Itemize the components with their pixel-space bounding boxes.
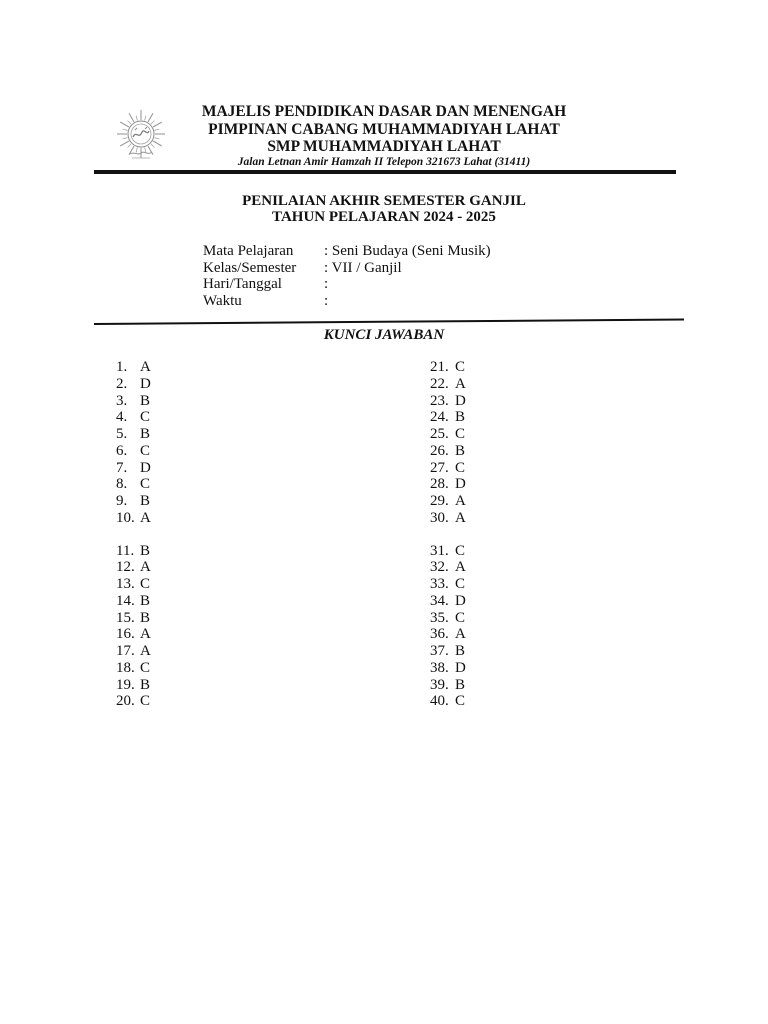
answer-row xyxy=(430,409,466,426)
answer-letter: B xyxy=(140,426,151,442)
answer-row xyxy=(116,559,151,576)
header-divider xyxy=(94,170,676,174)
group-spacer xyxy=(116,527,151,543)
answer-letter: B xyxy=(455,676,466,693)
answer-letter: A xyxy=(140,643,151,659)
info-value: : Seni Budaya (Seni Musik) xyxy=(324,243,491,259)
question-number: 5. xyxy=(116,426,128,442)
question-number: 4. xyxy=(116,409,128,426)
answer-letter: A xyxy=(455,375,466,392)
answer-column-left xyxy=(116,359,151,710)
question-number: 27. xyxy=(430,459,449,476)
question-number: 20. xyxy=(116,693,135,710)
answer-row xyxy=(116,460,151,477)
answer-row xyxy=(430,443,466,460)
answer-row xyxy=(430,376,466,393)
question-number: 19. xyxy=(116,676,135,693)
question-number: 16. xyxy=(116,626,135,643)
header-line-1: MAJELIS PENDIDIKAN DASAR DAN MENENGAH xyxy=(201,103,567,120)
answer-row xyxy=(116,643,151,660)
info-label: Mata Pelajaran xyxy=(203,243,294,259)
answer-letter: B xyxy=(455,442,466,459)
answer-letter: C xyxy=(455,426,466,442)
answer-row xyxy=(430,460,466,477)
question-number: 31. xyxy=(430,542,449,559)
question-number: 37. xyxy=(430,643,449,659)
group-spacer xyxy=(430,527,466,543)
answer-letter: C xyxy=(140,659,151,676)
answer-row xyxy=(430,693,466,710)
answer-letter: B xyxy=(455,409,466,426)
info-label: Waktu xyxy=(203,293,242,310)
question-number: 32. xyxy=(430,559,449,576)
answer-letter: B xyxy=(140,592,151,609)
answer-letter: D xyxy=(455,592,466,609)
answer-row xyxy=(430,543,466,560)
answer-row xyxy=(116,409,151,426)
question-number: 23. xyxy=(430,392,449,409)
answer-row xyxy=(116,693,151,710)
question-number: 18. xyxy=(116,659,135,676)
question-number: 17. xyxy=(116,643,135,659)
answer-row xyxy=(116,493,151,510)
answer-letter: D xyxy=(455,659,466,676)
answer-letter: A xyxy=(140,359,151,375)
answer-letter: D xyxy=(455,392,466,409)
answer-letter: C xyxy=(455,359,466,375)
question-number: 11. xyxy=(116,542,135,559)
answer-letter: A xyxy=(140,509,151,526)
answer-letter: C xyxy=(455,459,466,476)
info-row-class xyxy=(203,260,491,277)
question-number: 38. xyxy=(430,659,449,676)
question-number: 25. xyxy=(430,426,449,442)
answer-row xyxy=(430,510,466,527)
answer-letter: A xyxy=(455,626,466,643)
info-row-subject xyxy=(203,243,491,260)
question-number: 24. xyxy=(430,409,449,426)
answer-key-title: KUNCI JAWABAN xyxy=(323,327,445,343)
question-number: 10. xyxy=(116,509,135,526)
question-number: 21. xyxy=(430,359,449,375)
question-number: 26. xyxy=(430,442,449,459)
answer-letter: B xyxy=(140,676,151,693)
school-address: Jalan Letnan Amir Hamzah II Telepon 321673 Lahat (31411) xyxy=(237,156,531,168)
exam-info xyxy=(203,243,491,310)
answer-row xyxy=(430,476,466,493)
answer-row xyxy=(430,493,466,510)
info-value: : xyxy=(324,276,329,293)
question-number: 7. xyxy=(116,459,128,476)
answer-column-right xyxy=(430,359,466,710)
exam-year: TAHUN PELAJARAN 2024 - 2025 xyxy=(272,209,496,225)
info-row-time xyxy=(203,293,491,310)
answer-letter: C xyxy=(455,542,466,559)
answer-row xyxy=(116,543,151,560)
question-number: 33. xyxy=(430,576,449,592)
answer-row xyxy=(116,610,151,627)
answer-letter: C xyxy=(140,693,151,710)
question-number: 2. xyxy=(116,375,128,392)
question-number: 3. xyxy=(116,392,128,409)
answer-row xyxy=(430,626,466,643)
question-number: 28. xyxy=(430,476,449,493)
answer-row xyxy=(116,510,151,527)
answer-row xyxy=(116,443,151,460)
question-number: 30. xyxy=(430,509,449,526)
header-line-2: PIMPINAN CABANG MUHAMMADIYAH LAHAT xyxy=(208,121,560,138)
question-number: 35. xyxy=(430,609,449,626)
answer-letter: A xyxy=(140,626,151,643)
answer-row xyxy=(116,626,151,643)
answer-row xyxy=(430,677,466,694)
question-number: 12. xyxy=(116,559,135,576)
answer-letter: C xyxy=(140,476,151,493)
question-number: 34. xyxy=(430,592,449,609)
answer-letter: C xyxy=(140,409,151,426)
answer-letter: A xyxy=(455,559,466,576)
question-number: 13. xyxy=(116,576,135,592)
answer-letter: B xyxy=(140,609,151,626)
info-value: : xyxy=(324,293,329,310)
answer-row xyxy=(430,393,466,410)
answer-row xyxy=(116,677,151,694)
answer-letter: C xyxy=(140,576,151,592)
answer-row xyxy=(430,660,466,677)
answer-row xyxy=(430,559,466,576)
info-label: Hari/Tanggal xyxy=(203,276,282,293)
answer-letter: B xyxy=(455,643,466,659)
answer-row xyxy=(116,576,151,593)
answer-letter: D xyxy=(140,375,151,392)
answer-letter: C xyxy=(455,693,466,710)
answer-row xyxy=(116,660,151,677)
question-number: 22. xyxy=(430,375,449,392)
info-row-date xyxy=(203,276,491,293)
answer-row xyxy=(430,593,466,610)
answer-row xyxy=(430,576,466,593)
info-value: : VII / Ganjil xyxy=(324,259,402,276)
exam-title: PENILAIAN AKHIR SEMESTER GANJIL xyxy=(242,193,526,209)
answer-letter: D xyxy=(455,476,466,493)
answer-row xyxy=(116,593,151,610)
question-number: 14. xyxy=(116,592,135,609)
question-number: 40. xyxy=(430,693,449,710)
answer-letter: A xyxy=(455,493,466,509)
answer-row xyxy=(116,476,151,493)
answer-letter: B xyxy=(140,392,151,409)
question-number: 15. xyxy=(116,609,135,626)
school-name: SMP MUHAMMADIYAH LAHAT xyxy=(267,138,501,155)
question-number: 6. xyxy=(116,442,128,459)
answer-letter: A xyxy=(455,509,466,526)
question-number: 8. xyxy=(116,476,128,493)
answer-row xyxy=(116,393,151,410)
info-label: Kelas/Semester xyxy=(203,259,297,276)
answer-row xyxy=(116,426,151,443)
answer-row xyxy=(430,359,466,376)
question-number: 39. xyxy=(430,676,449,693)
answer-row xyxy=(430,643,466,660)
answer-letter: A xyxy=(140,559,151,576)
answer-row xyxy=(430,426,466,443)
question-number: 29. xyxy=(430,493,449,509)
answer-row xyxy=(116,376,151,393)
answer-letter: C xyxy=(455,576,466,592)
answer-row xyxy=(116,359,151,376)
answer-row xyxy=(430,610,466,627)
answer-letter: D xyxy=(140,459,151,476)
answer-letter: C xyxy=(455,609,466,626)
question-number: 36. xyxy=(430,626,449,643)
question-number: 9. xyxy=(116,493,128,509)
answer-letter: B xyxy=(140,542,151,559)
answer-letter: C xyxy=(140,442,151,459)
question-number: 1. xyxy=(116,359,128,375)
answer-letter: B xyxy=(140,493,151,509)
